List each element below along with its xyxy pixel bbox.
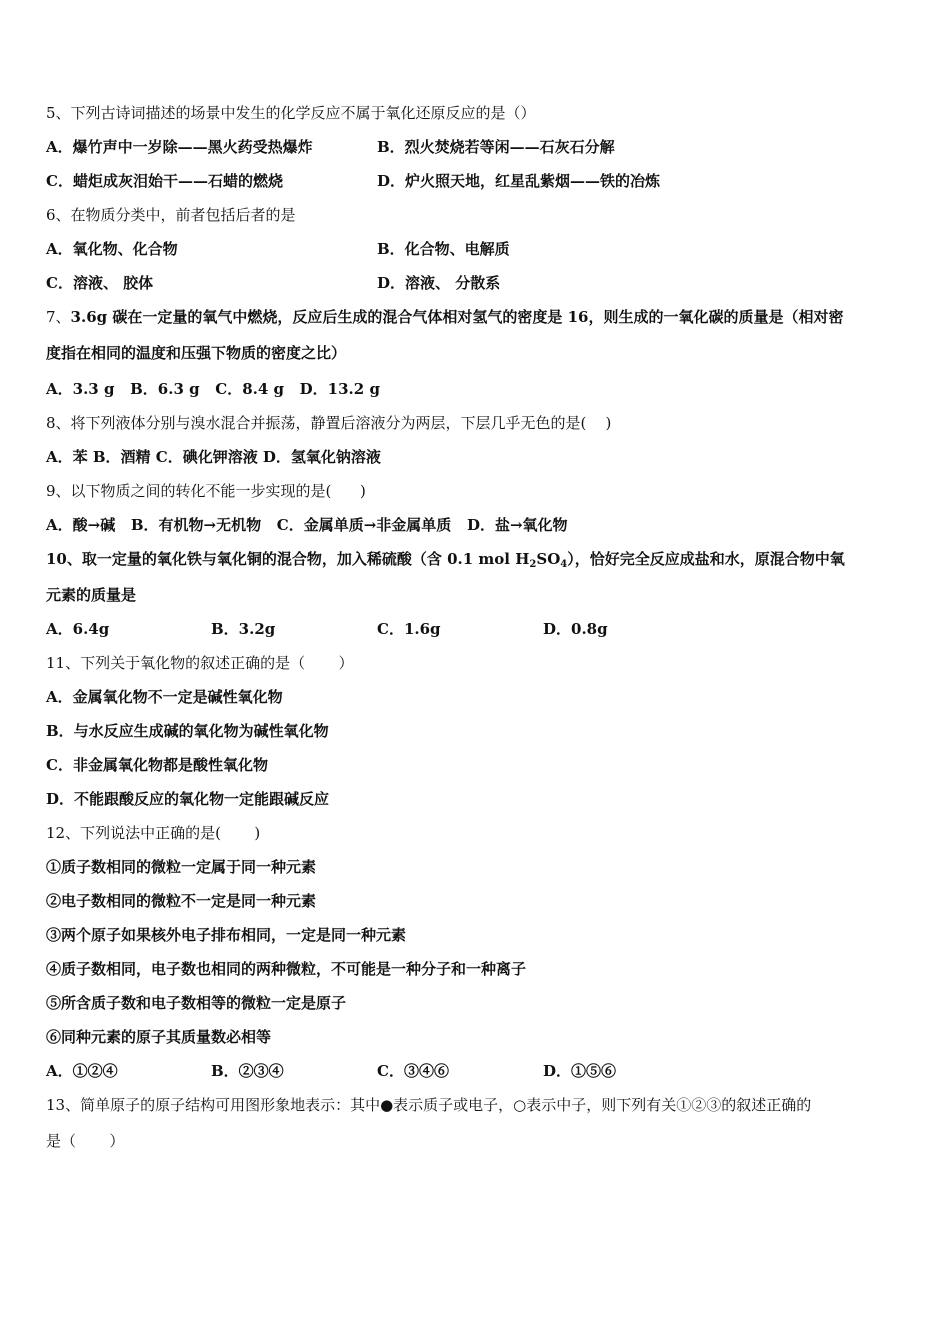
q12-option-d: D．①⑤⑥ (543, 1062, 617, 1080)
q10-stem-pre: 10、取一定量的氧化铁与氧化铜的混合物，加入稀硫酸（含 0.1 mol H (46, 550, 530, 568)
q13-stem-line2: 是（ ） (46, 1132, 125, 1150)
q10-stem-line1 (46, 550, 845, 568)
q10-option-d: D．0.8g (543, 620, 608, 638)
q10-sub-2: 2 (529, 559, 537, 570)
q10-stem-post: ），恰好完全反应成盐和水，原混合物中氧 (567, 550, 845, 568)
q12-statement-2: ②电子数相同的微粒不一定是同一种元素 (46, 892, 317, 910)
q10-option-b: B．3.2g (211, 620, 276, 638)
q5-stem: 5、下列古诗词描述的场景中发生的化学反应不属于氧化还原反应的是（） (46, 104, 536, 122)
q10-stem-line2: 元素的质量是 (46, 586, 137, 604)
q7-stem-line2: 度指在相同的温度和压强下物质的密度之比） (46, 344, 347, 362)
q7-options: A．3.3 g B．6.3 g C．8.4 g D．13.2 g (46, 380, 380, 398)
q9-stem: 9、以下物质之间的转化不能一步实现的是( ) (46, 482, 366, 500)
q7-stem-text: 3.6g 碳在一定量的氧气中燃烧，反应后生成的混合气体相对氢气的密度是 16，则生成的一氧化碳的质量是（相对密 (70, 308, 844, 326)
q13-stem-line1: 13、简单原子的原子结构可用图形象地表示：其中●表示质子或电子，○表示中子，则下列有关①②③的叙述正确的 (46, 1096, 812, 1114)
q12-statement-3: ③两个原子如果核外电子排布相同，一定是同一种元素 (46, 926, 407, 944)
q12-stem: 12、下列说法中正确的是( ) (46, 824, 261, 842)
q6-option-c: C．溶液、 胶体 (46, 274, 154, 292)
q5-option-d: D．炉火照天地，红星乱紫烟——铁的冶炼 (377, 172, 661, 190)
q10-sub-4: 4 (560, 559, 568, 570)
q10-formula-mid: SO (536, 550, 561, 568)
q12-option-a: A．①②④ (46, 1062, 118, 1080)
q11-stem: 11、下列关于氧化物的叙述正确的是（ ） (46, 654, 354, 672)
q12-statement-5: ⑤所含质子数和电子数相等的微粒一定是原子 (46, 994, 347, 1012)
q12-statement-6: ⑥同种元素的原子其质量数必相等 (46, 1028, 272, 1046)
q11-option-d: D．不能跟酸反应的氧化物一定能跟碱反应 (46, 790, 330, 808)
q7-number: 7、 (46, 308, 71, 326)
q9-options: A．酸→碱 B．有机物→无机物 C．金属单质→非金属单质 D．盐→氧化物 (46, 516, 568, 534)
q12-statement-1: ①质子数相同的微粒一定属于同一种元素 (46, 858, 317, 876)
q7-stem-line1 (46, 308, 843, 326)
q11-option-b: B．与水反应生成碱的氧化物为碱性氧化物 (46, 722, 329, 740)
q10-option-a: A．6.4g (46, 620, 110, 638)
q8-stem: 8、将下列液体分别与溴水混合并振荡，静置后溶液分为两层，下层几乎无色的是( ) (46, 414, 612, 432)
q10-option-c: C．1.6g (377, 620, 441, 638)
q8-options: A．苯 B．酒精 C．碘化钾溶液 D．氢氧化钠溶液 (46, 448, 381, 466)
q5-option-a: A．爆竹声中一岁除——黑火药受热爆炸 (46, 138, 313, 156)
q12-option-c: C．③④⑥ (377, 1062, 449, 1080)
q12-statement-4: ④质子数相同，电子数也相同的两种微粒，不可能是一种分子和一种离子 (46, 960, 527, 978)
q12-option-b: B．②③④ (211, 1062, 284, 1080)
q5-option-c: C．蜡炬成灰泪始干——石蜡的燃烧 (46, 172, 283, 190)
q6-stem: 6、在物质分类中，前者包括后者的是 (46, 206, 296, 224)
q11-option-a: A．金属氧化物不一定是碱性氧化物 (46, 688, 283, 706)
q6-option-b: B．化合物、电解质 (377, 240, 510, 258)
q6-option-a: A．氧化物、化合物 (46, 240, 178, 258)
q6-option-d: D．溶液、 分散系 (377, 274, 501, 292)
q5-option-b: B．烈火焚烧若等闲——石灰石分解 (377, 138, 615, 156)
q11-option-c: C．非金属氧化物都是酸性氧化物 (46, 756, 268, 774)
